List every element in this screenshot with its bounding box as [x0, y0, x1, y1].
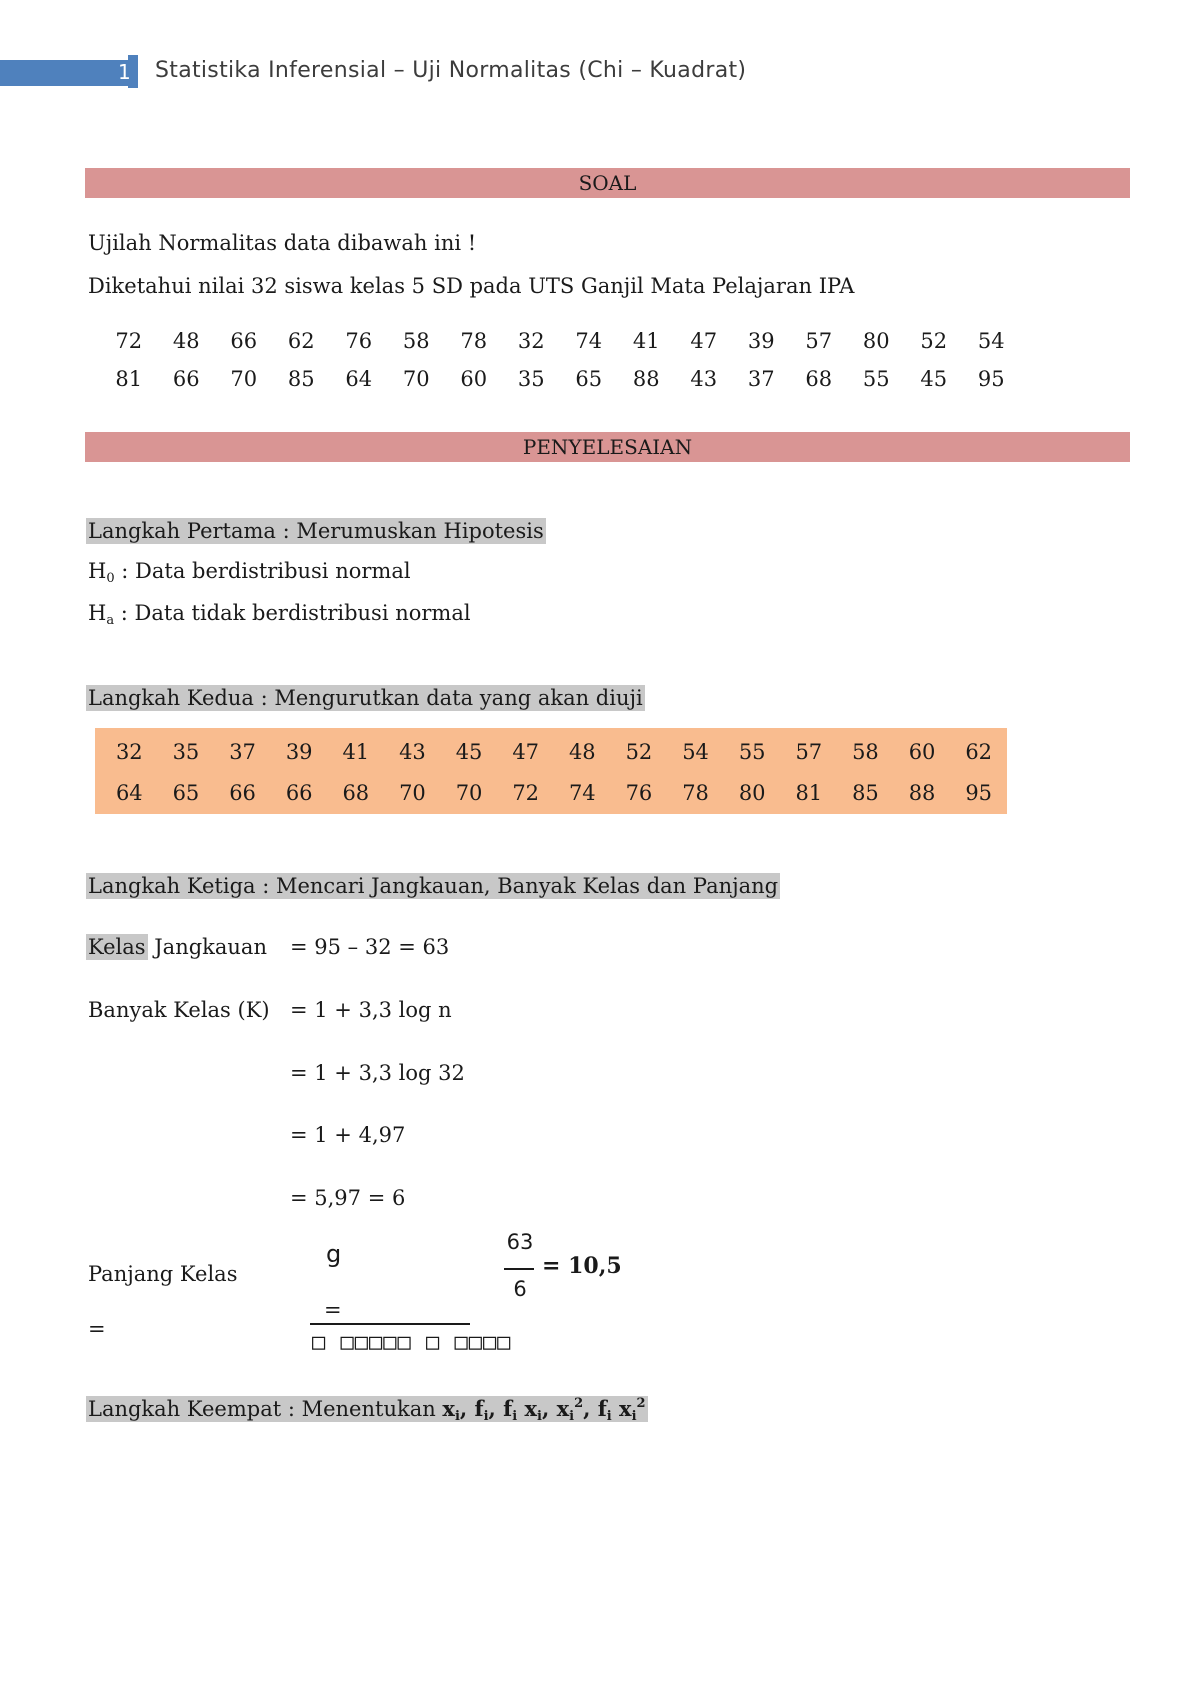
ha-subscript: a — [106, 613, 115, 628]
raw-value: 95 — [977, 367, 1005, 391]
sym-sup-2: 2 — [574, 1396, 584, 1411]
sorted-value: 32 — [115, 740, 143, 764]
sym-x: x — [524, 1396, 537, 1421]
page-title: Statistika Inferensial – Uji Normalitas (Chi – Kuadrat) — [155, 58, 747, 83]
sorted-value: 47 — [512, 740, 540, 764]
page-number: 1 — [118, 60, 131, 84]
sorted-value: 54 — [682, 740, 709, 764]
fraction-bar — [310, 1323, 470, 1325]
raw-value: 64 — [345, 367, 373, 391]
sym-sub-i: i — [512, 1409, 518, 1424]
sym-sup-2: 2 — [636, 1396, 646, 1411]
banyak-kelas-step-1: = 1 + 3,3 log n — [290, 998, 452, 1022]
sorted-value: 72 — [512, 781, 540, 805]
soal-banner: SOAL — [85, 168, 1130, 198]
step1-title: Langkah Pertama : Merumuskan Hipotesis — [88, 519, 544, 543]
ha-symbol: H — [88, 601, 107, 625]
raw-value: 88 — [632, 367, 660, 391]
sym-comma: , — [583, 1396, 598, 1421]
fraction-result: = 10,5 — [542, 1253, 622, 1279]
sorted-value: 88 — [908, 781, 936, 805]
sym-space — [612, 1396, 619, 1421]
raw-value: 41 — [632, 329, 660, 353]
sorted-value: 81 — [795, 781, 823, 805]
sym-comma: , — [541, 1396, 557, 1421]
sym-sub-i: i — [606, 1409, 612, 1424]
step1-heading — [86, 519, 546, 543]
sym-sub-i: i — [569, 1409, 575, 1424]
fraction-equals: = — [324, 1298, 342, 1322]
panjang-kelas-label: Panjang Kelas — [88, 1262, 238, 1286]
raw-value: 65 — [575, 367, 603, 391]
ha-text: : Data tidak berdistribusi normal — [114, 601, 471, 625]
step4-title-text: Langkah Keempat : Menentukan — [88, 1397, 443, 1421]
raw-value: 39 — [747, 329, 775, 353]
sorted-value: 80 — [738, 781, 766, 805]
sorted-value: 57 — [795, 740, 823, 764]
h0-subscript: 0 — [106, 571, 115, 586]
sorted-value: 60 — [908, 740, 936, 764]
raw-value: 32 — [517, 329, 545, 353]
h0-text: : Data berdistribusi normal — [114, 559, 411, 583]
kelas-word: Kelas — [88, 935, 146, 959]
fraction-result-bar — [504, 1268, 534, 1270]
raw-value: 52 — [920, 329, 948, 353]
raw-value: 55 — [862, 367, 890, 391]
raw-value: 45 — [920, 367, 948, 391]
step2-heading — [86, 686, 645, 710]
step4-formula — [442, 1396, 646, 1424]
raw-value: 66 — [172, 367, 200, 391]
sorted-data-row-1 — [101, 740, 1007, 764]
raw-value: 81 — [115, 367, 143, 391]
sorted-value: 41 — [342, 740, 370, 764]
sym-comma: , — [459, 1396, 475, 1421]
raw-value: 58 — [402, 329, 430, 353]
sorted-value: 66 — [229, 781, 256, 805]
sorted-value: 55 — [738, 740, 766, 764]
sym-sub-i: i — [454, 1409, 460, 1424]
jangkauan-value: = 95 – 32 = 63 — [290, 935, 450, 959]
sorted-value: 74 — [568, 781, 596, 805]
sym-sub-i: i — [483, 1409, 489, 1424]
fraction-g-symbol: g — [326, 1240, 342, 1268]
step4-title — [86, 1396, 648, 1422]
sorted-value: 68 — [342, 781, 370, 805]
sorted-value: 70 — [399, 781, 426, 805]
sorted-value: 95 — [965, 781, 993, 805]
sorted-value: 37 — [229, 740, 256, 764]
raw-value: 47 — [690, 329, 718, 353]
sorted-value: 70 — [455, 781, 483, 805]
sorted-value: 64 — [115, 781, 143, 805]
step4-heading — [86, 1396, 648, 1424]
sorted-value: 76 — [625, 781, 653, 805]
sorted-value: 66 — [285, 781, 313, 805]
banyak-kelas-label: Banyak Kelas (K) — [88, 998, 270, 1022]
sym-sub-i: i — [537, 1409, 542, 1424]
raw-value: 62 — [287, 329, 315, 353]
raw-data-row-1 — [100, 329, 1020, 353]
sorted-value: 62 — [965, 740, 993, 764]
sorted-value: 48 — [568, 740, 596, 764]
step2-title: Langkah Kedua : Mengurutkan data yang akan diuji — [88, 686, 643, 710]
banyak-kelas-step-3: = 1 + 4,97 — [290, 1123, 406, 1147]
soal-instruction: Ujilah Normalitas data dibawah ini ! — [88, 231, 477, 255]
h0-symbol: H — [88, 559, 107, 583]
jangkauan-label — [86, 935, 267, 959]
sorted-value: 58 — [852, 740, 879, 764]
step3-heading — [86, 874, 780, 898]
fraction-denominator: 6 — [513, 1277, 527, 1301]
soal-description: Diketahui nilai 32 siswa kelas 5 SD pada UTS Ganjil Mata Pelajaran IPA — [88, 274, 855, 298]
raw-value: 80 — [862, 329, 890, 353]
raw-value: 57 — [805, 329, 833, 353]
raw-data-row-2 — [100, 367, 1020, 391]
fraction-denominator-glyphs: □ □□□□□ □ □□□□ — [312, 1330, 512, 1355]
raw-value: 43 — [690, 367, 718, 391]
hypothesis-h0 — [88, 559, 411, 586]
raw-value: 54 — [977, 329, 1005, 353]
raw-value: 78 — [460, 329, 488, 353]
sorted-value: 39 — [285, 740, 313, 764]
hypothesis-ha — [88, 601, 471, 628]
banyak-kelas-step-2: = 1 + 3,3 log 32 — [290, 1061, 465, 1085]
sorted-value: 52 — [625, 740, 653, 764]
sorted-data-box — [95, 728, 1007, 814]
sorted-value: 35 — [172, 740, 200, 764]
raw-value: 60 — [460, 367, 488, 391]
sorted-value: 43 — [399, 740, 426, 764]
sorted-value: 45 — [455, 740, 483, 764]
jangkauan-word: Jangkauan — [147, 935, 267, 959]
sorted-data-row-2 — [101, 781, 1007, 805]
sorted-value: 78 — [682, 781, 709, 805]
fraction-numerator: 63 — [506, 1230, 534, 1254]
raw-value: 37 — [747, 367, 775, 391]
raw-value: 72 — [115, 329, 143, 353]
raw-value: 85 — [287, 367, 315, 391]
sym-sub-i: i — [631, 1409, 637, 1424]
raw-value: 70 — [402, 367, 430, 391]
raw-value: 48 — [172, 329, 200, 353]
panjang-kelas-equals: = — [88, 1317, 106, 1341]
sym-x: x — [619, 1396, 632, 1421]
raw-value: 66 — [230, 329, 258, 353]
penyelesaian-banner: PENYELESAIAN — [85, 432, 1130, 462]
sym-x: x — [442, 1396, 455, 1421]
raw-value: 35 — [517, 367, 545, 391]
sym-f: f — [474, 1396, 484, 1421]
raw-value: 70 — [230, 367, 258, 391]
sym-f: f — [597, 1396, 607, 1421]
step3-title: Langkah Ketiga : Mencari Jangkauan, Banyak Kelas dan Panjang — [88, 874, 779, 898]
sorted-value: 65 — [172, 781, 200, 805]
sym-x: x — [556, 1396, 570, 1421]
banyak-kelas-step-4: = 5,97 = 6 — [290, 1186, 406, 1210]
sorted-value: 85 — [852, 781, 879, 805]
sym-comma: , — [488, 1396, 504, 1421]
raw-value: 74 — [575, 329, 603, 353]
raw-value: 76 — [345, 329, 373, 353]
sym-f: f — [503, 1396, 513, 1421]
raw-value: 68 — [805, 367, 833, 391]
